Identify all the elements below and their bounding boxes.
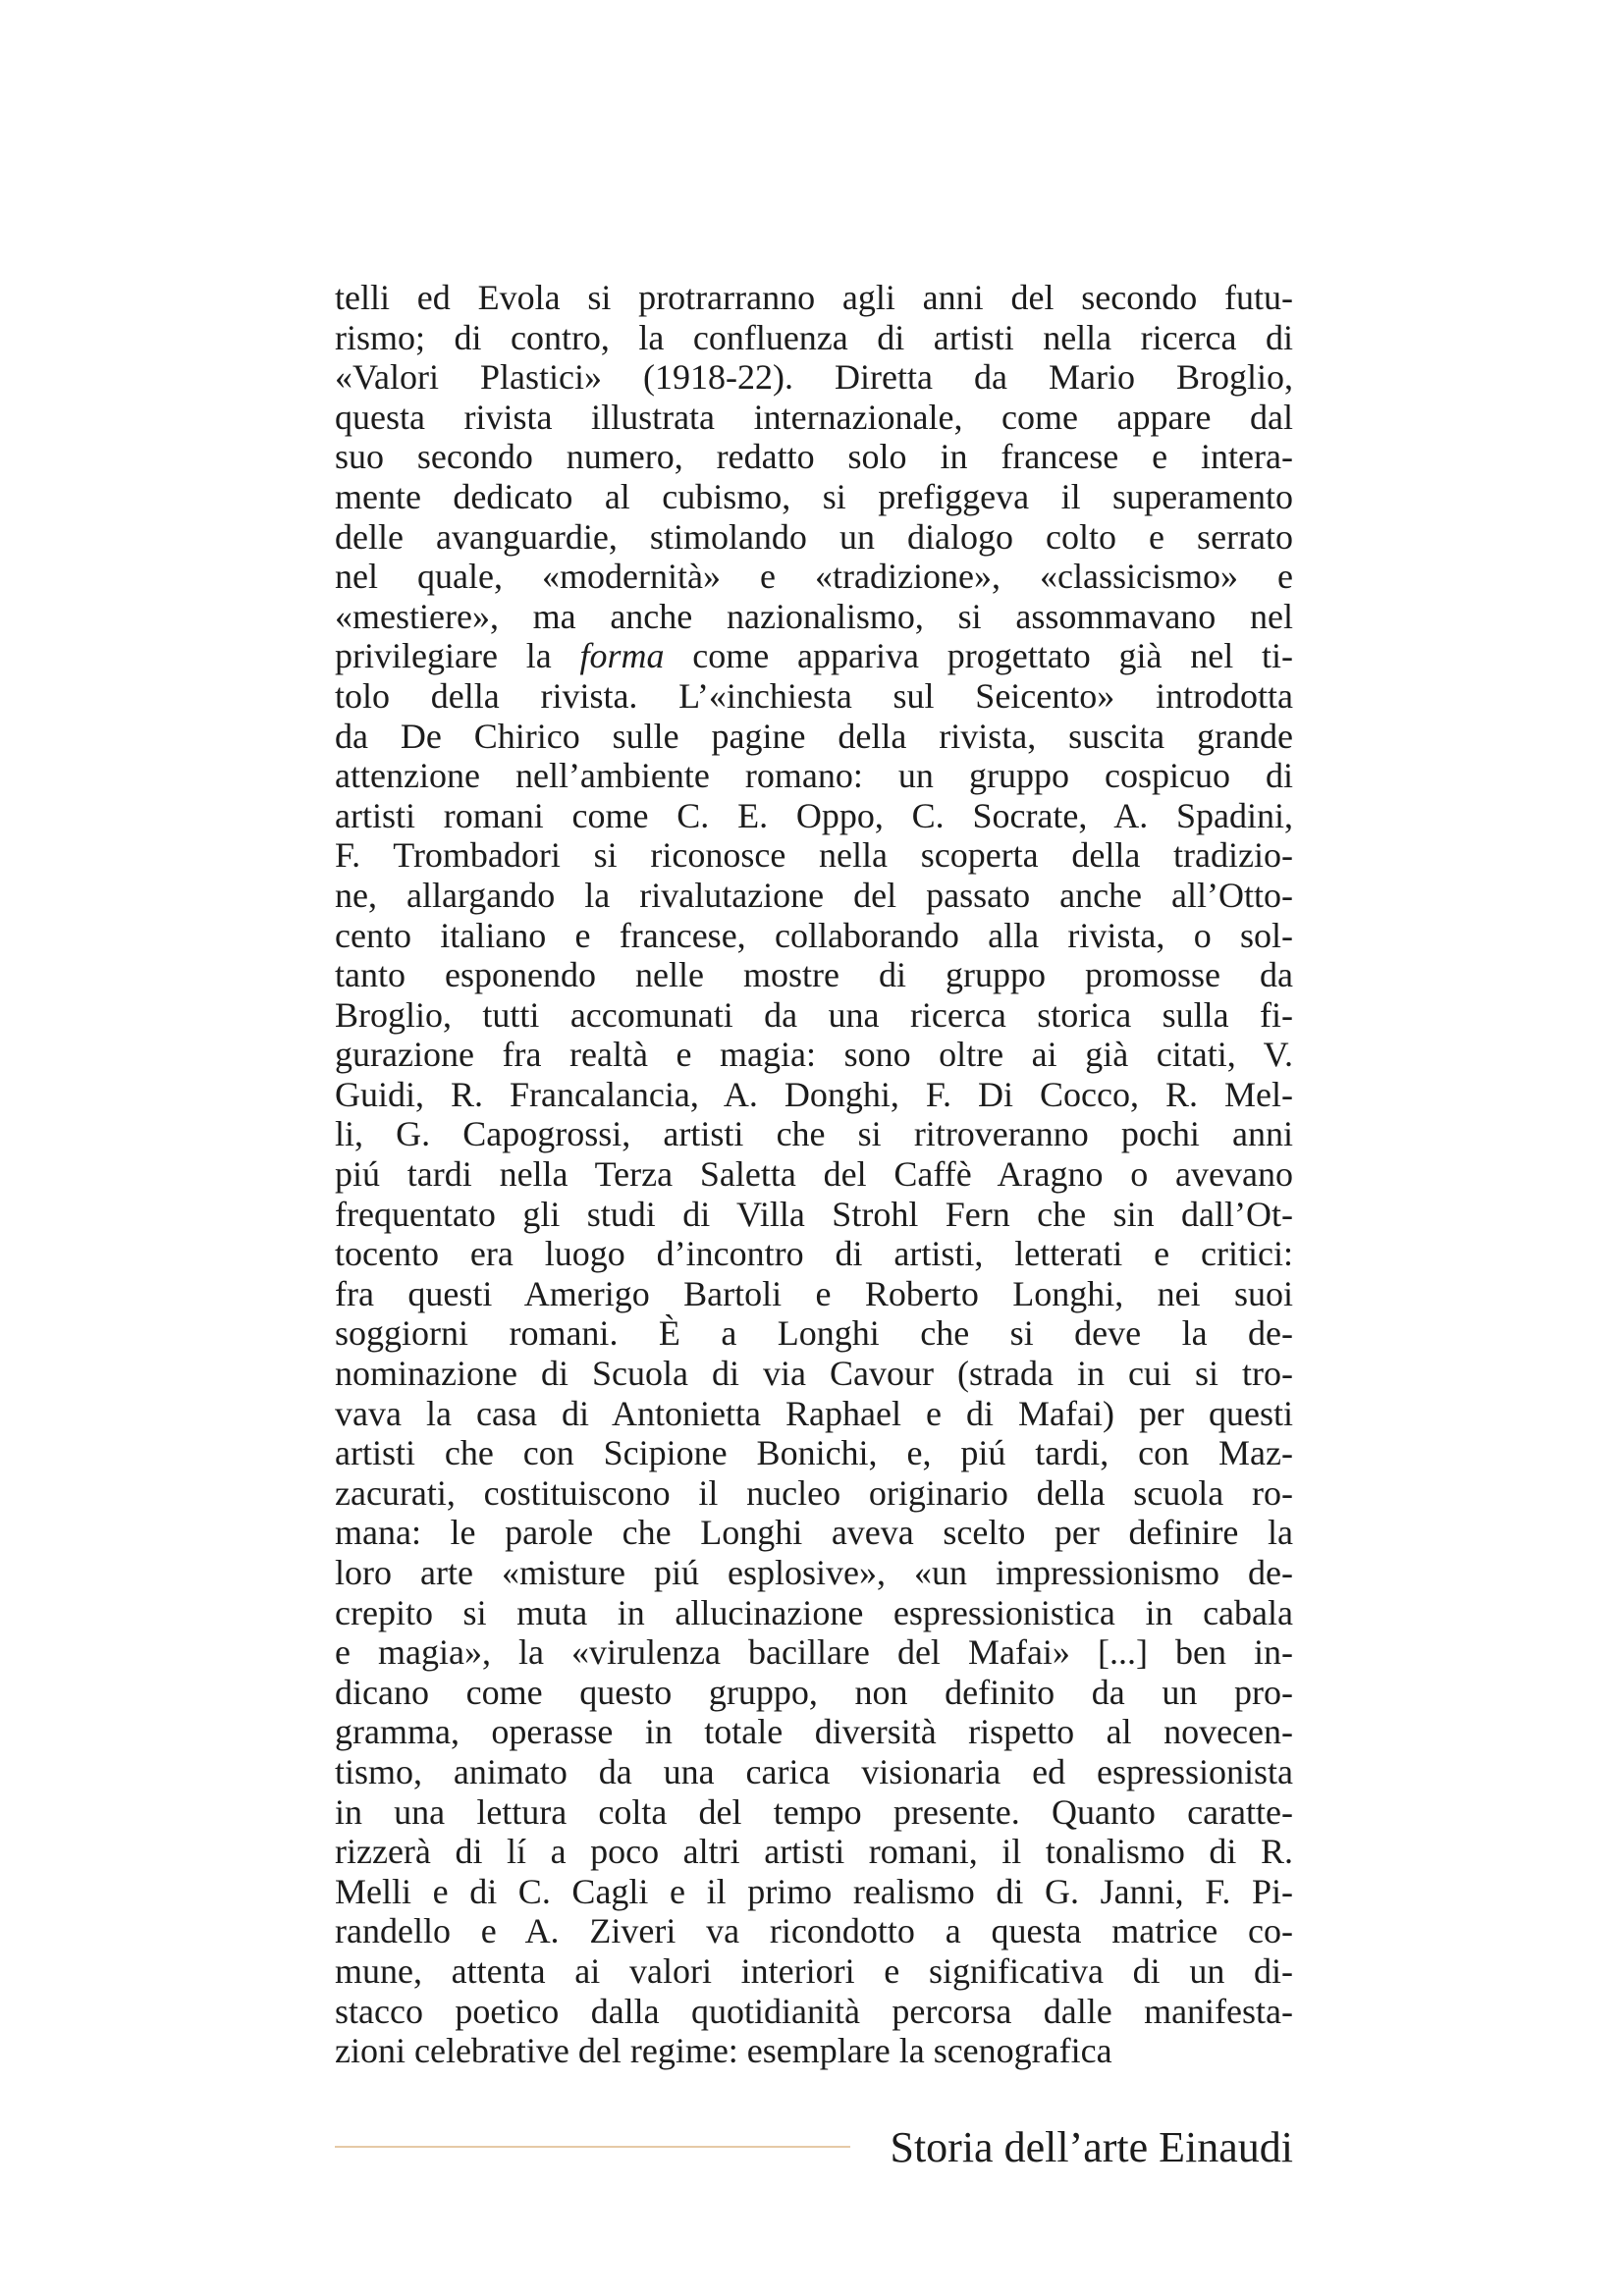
text-line: e magia», la «virulenza bacillare del Mafai» [...] ben in- xyxy=(335,1632,1293,1673)
text-line: tismo, animato da una carica visionaria ed espressionista xyxy=(335,1751,1293,1791)
text-line: ne, allargando la rivalutazione del passato anche all’Otto- xyxy=(335,875,1293,915)
text-line: Melli e di C. Cagli e il primo realismo di G. Janni, F. Pi- xyxy=(335,1871,1293,1911)
text-line: tanto esponendo nelle mostre di gruppo promosse da xyxy=(335,955,1293,995)
text-line: randello e A. Ziveri va ricondotto a questa matrice co- xyxy=(335,1911,1293,1951)
footer-rule xyxy=(335,2146,850,2148)
text-line: dicano come questo gruppo, non definito da un pro- xyxy=(335,1672,1293,1712)
text-line: «Valori Plastici» (1918-22). Diretta da Mario Broglio, xyxy=(335,357,1293,398)
text-line: li, G. Capogrossi, artisti che si ritroveranno pochi anni xyxy=(335,1114,1293,1154)
text-line: tolo della rivista. L’«inchiesta sul Seicento» introdotta xyxy=(335,675,1293,716)
text-line: in una lettura colta del tempo presente. Quanto caratte- xyxy=(335,1791,1293,1832)
text-line: artisti romani come C. E. Oppo, C. Socrate, A. Spadini, xyxy=(335,795,1293,835)
footer-title: Storia dell’arte Einaudi xyxy=(890,2123,1293,2171)
text-line: rizzerà di lí a poco altri artisti romani, il tonalismo di R. xyxy=(335,1832,1293,1872)
text-line: fra questi Amerigo Bartoli e Roberto Longhi, nei suoi xyxy=(335,1273,1293,1313)
text-line: mune, attenta ai valori interiori e significativa di un di- xyxy=(335,1950,1293,1991)
text-line: Guidi, R. Francalancia, A. Donghi, F. Di Cocco, R. Mel- xyxy=(335,1074,1293,1114)
body-text xyxy=(335,278,1293,2071)
text-line: artisti che con Scipione Bonichi, e, piú tardi, con Maz- xyxy=(335,1433,1293,1473)
text-line: nel quale, «modernità» e «tradizione», «classicismo» e xyxy=(335,557,1293,597)
text-line: vava la casa di Antonietta Raphael e di Mafai) per questi xyxy=(335,1393,1293,1433)
text-line: soggiorni romani. È a Longhi che si deve la de- xyxy=(335,1313,1293,1354)
text-line: da De Chirico sulle pagine della rivista, suscita grande xyxy=(335,716,1293,756)
text-line: Broglio, tutti accomunati da una ricerca storica sulla fi- xyxy=(335,994,1293,1035)
text-line: questa rivista illustrata internazionale, come appare dal xyxy=(335,397,1293,437)
text-line: tocento era luogo d’incontro di artisti, letterati e critici: xyxy=(335,1234,1293,1274)
text-line: cento italiano e francese, collaborando alla rivista, o sol- xyxy=(335,915,1293,955)
text-line: gurazione fra realtà e magia: sono oltre ai già citati, V. xyxy=(335,1035,1293,1075)
text-line: zioni celebrative del regime: esemplare la scenografica xyxy=(335,2031,1112,2071)
text-line: gramma, operasse in totale diversità rispetto al novecen- xyxy=(335,1712,1293,1752)
text-line: F. Trombadori si riconosce nella scoperta della tradizio- xyxy=(335,835,1293,876)
text-line: zacurati, costituiscono il nucleo originario della scuola ro- xyxy=(335,1472,1293,1513)
text-line: suo secondo numero, redatto solo in francese e intera- xyxy=(335,437,1293,477)
text-line: mana: le parole che Longhi aveva scelto per definire la xyxy=(335,1513,1293,1553)
text-line: delle avanguardie, stimolando un dialogo colto e serrato xyxy=(335,516,1293,557)
text-line: frequentato gli studi di Villa Strohl Fern che sin dall’Ot- xyxy=(335,1194,1293,1234)
text-line: rismo; di contro, la confluenza di artisti nella ricerca di xyxy=(335,317,1293,357)
text-line: stacco poetico dalla quotidianità percorsa dalle manifesta- xyxy=(335,1991,1293,2031)
text-line: mente dedicato al cubismo, si prefiggeva il superamento xyxy=(335,476,1293,516)
text-fragment: privilegiare la xyxy=(335,636,580,676)
text-line: piú tardi nella Terza Saletta del Caffè Aragno o avevano xyxy=(335,1154,1293,1195)
italic-word: forma xyxy=(579,636,665,676)
text-line: telli ed Evola si protrarranno agli anni del secondo futu- xyxy=(335,278,1293,317)
text-fragment: come appariva progettato già nel ti- xyxy=(664,636,1293,676)
text-line: nominazione di Scuola di via Cavour (strada in cui si tro- xyxy=(335,1354,1293,1394)
text-line: «mestiere», ma anche nazionalismo, si assommavano nel xyxy=(335,596,1293,636)
text-line-with-italic xyxy=(335,636,1293,676)
text-line: crepito si muta in allucinazione espressionistica in cabala xyxy=(335,1592,1293,1632)
text-line: loro arte «misture piú esplosive», «un impressionismo de- xyxy=(335,1553,1293,1592)
text-line: attenzione nell’ambiente romano: un gruppo cospicuo di xyxy=(335,756,1293,796)
